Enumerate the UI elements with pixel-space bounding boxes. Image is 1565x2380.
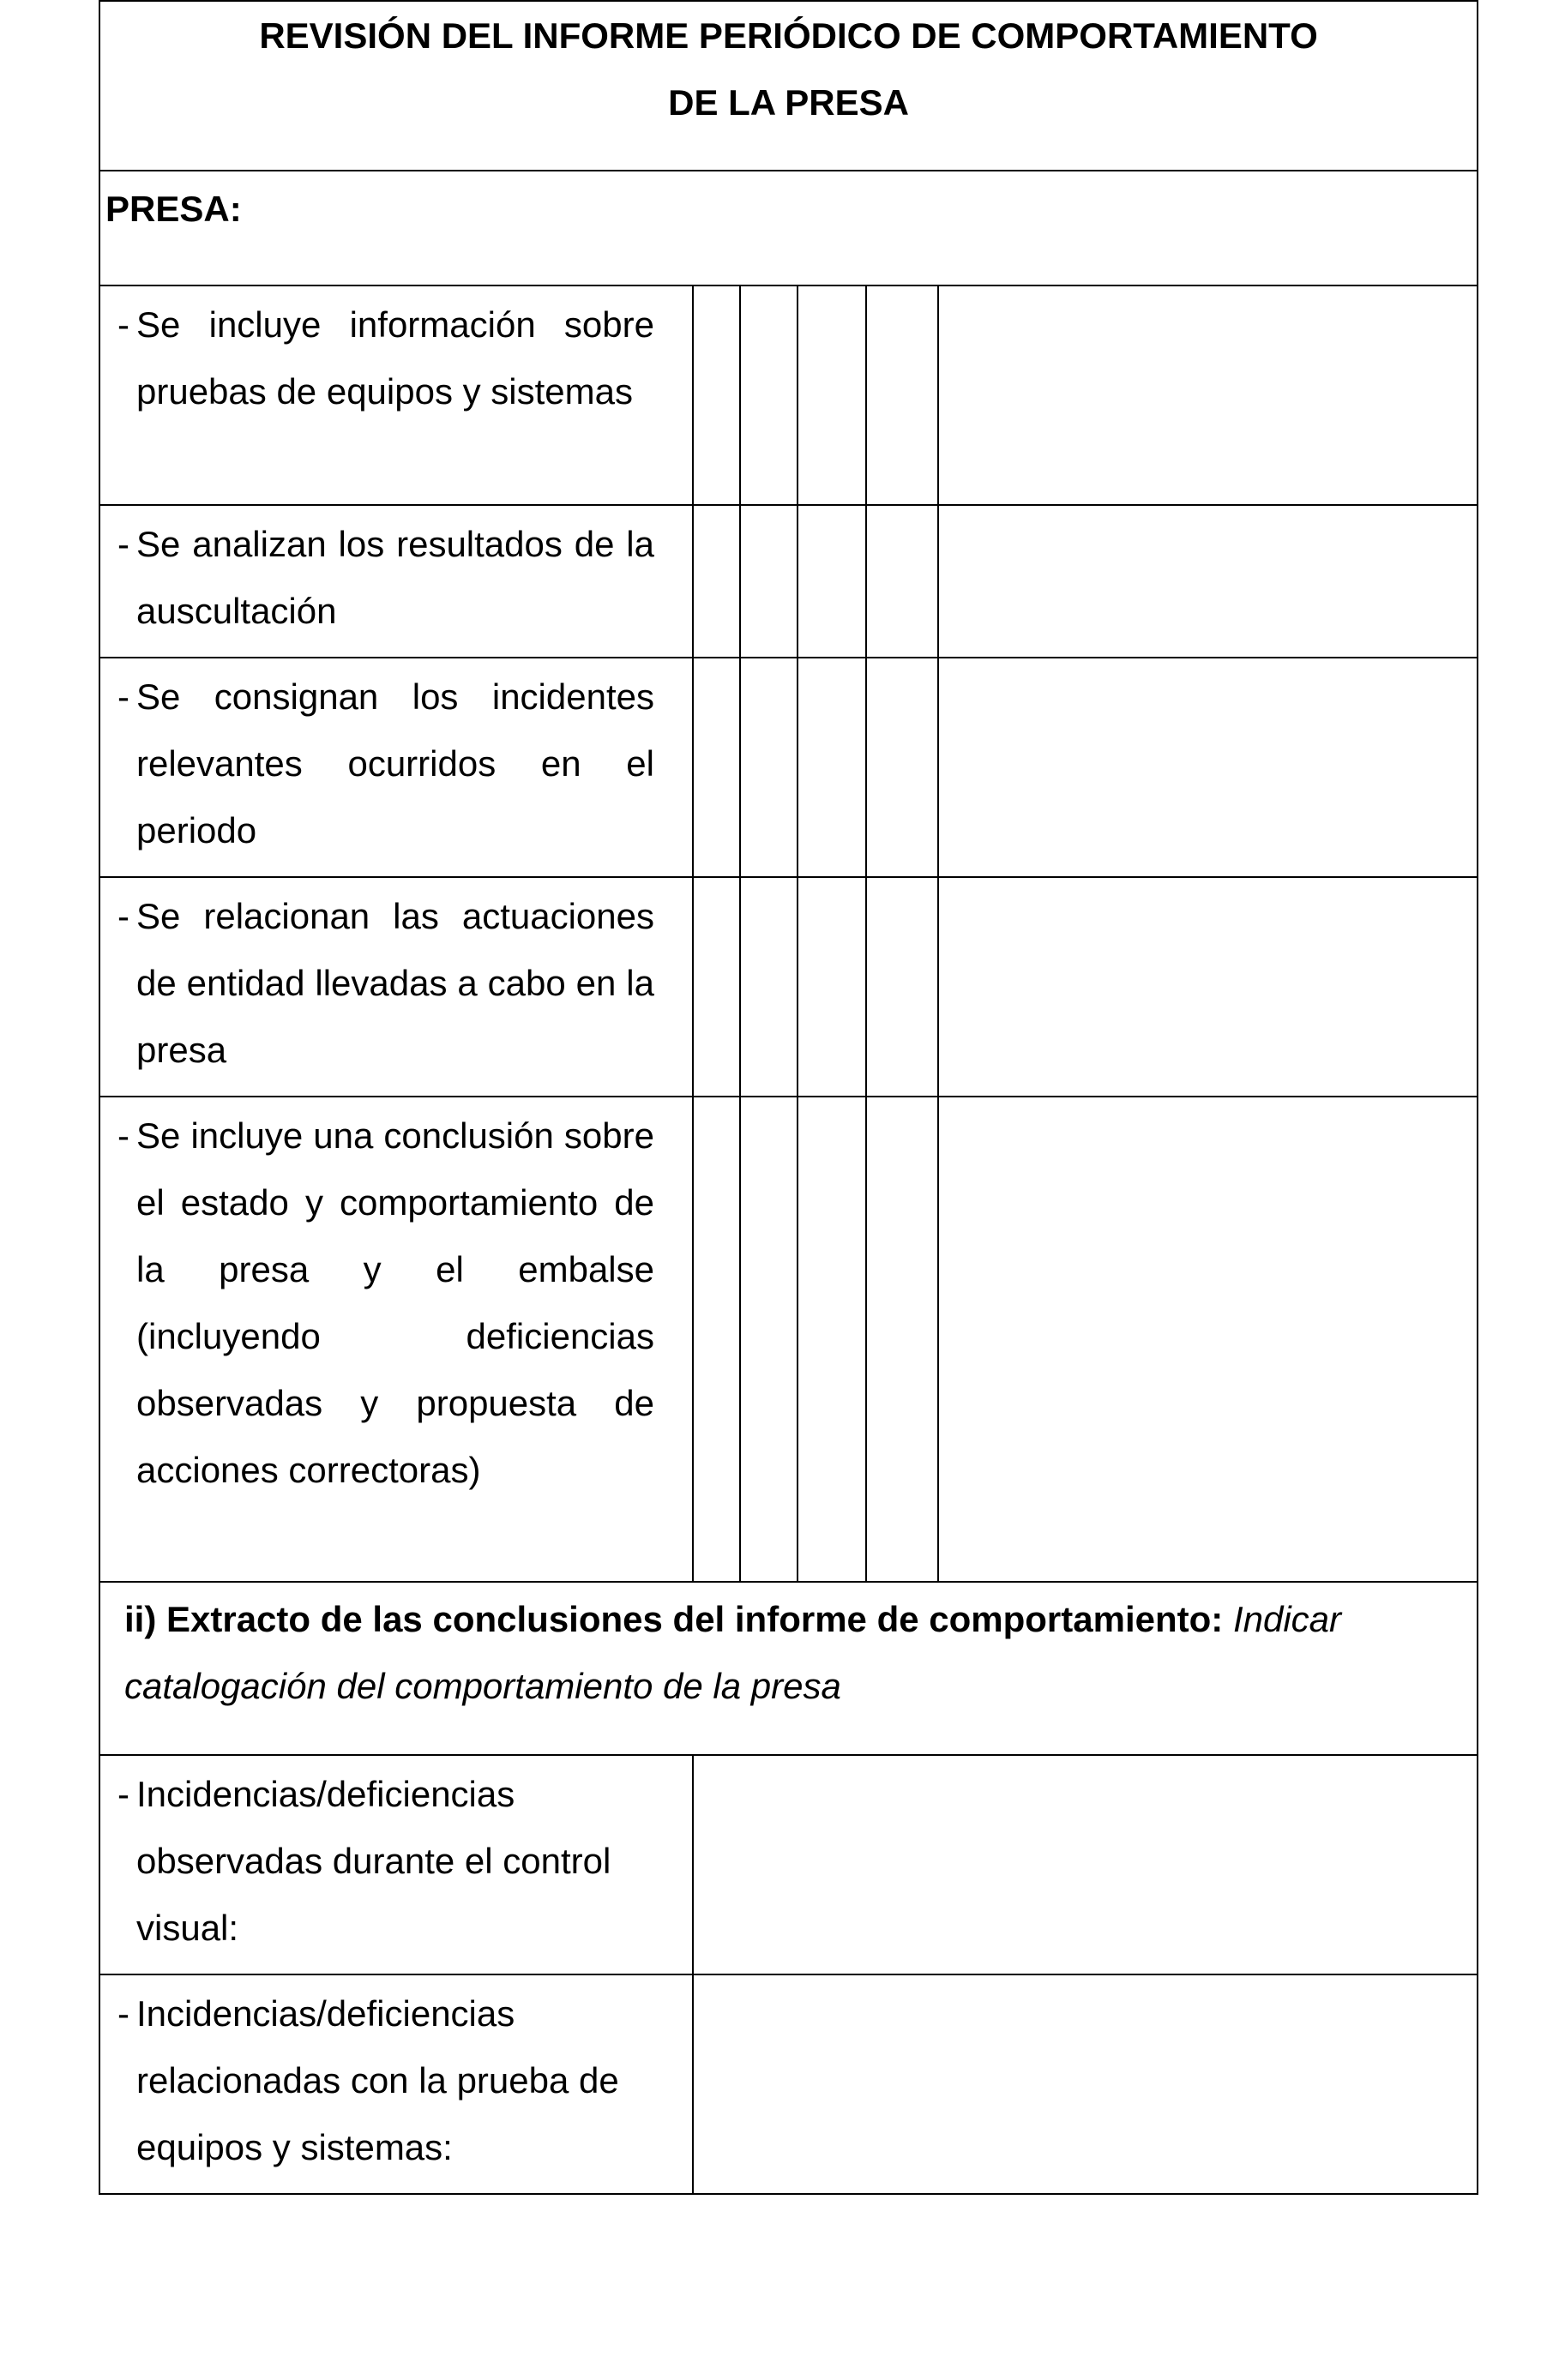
check-box-2[interactable] xyxy=(740,1097,798,1582)
checklist-item-text: Se incluye información sobre pruebas de equipos y sistemas xyxy=(136,304,654,412)
check-box-1[interactable] xyxy=(693,877,740,1097)
section-ii-title: ii) Extracto de las conclusiones del informe de comportamiento: xyxy=(124,1599,1224,1639)
check-box-4[interactable] xyxy=(866,877,938,1097)
observations-cell[interactable] xyxy=(938,1097,1478,1582)
observations-cell[interactable] xyxy=(938,285,1478,505)
check-box-1[interactable] xyxy=(693,505,740,658)
check-box-3[interactable] xyxy=(798,505,866,658)
form-title xyxy=(99,1,1478,171)
check-box-2[interactable] xyxy=(740,658,798,877)
checklist-item-text: Se analizan los resultados de la auscultación xyxy=(136,524,654,631)
dash-marker: - xyxy=(117,1993,129,2034)
section-ii-row xyxy=(99,1582,1478,1755)
presa-label: PRESA: xyxy=(105,189,242,229)
dash-marker: - xyxy=(117,524,129,564)
form-title-line-2: DE LA PRESA xyxy=(668,82,909,123)
title-row xyxy=(99,1,1478,171)
checklist-item xyxy=(99,658,693,877)
check-box-2[interactable] xyxy=(740,505,798,658)
check-box-3[interactable] xyxy=(798,285,866,505)
checklist-item-text: Se consignan los incidentes relevantes ocurridos en el periodo xyxy=(136,676,654,850)
dash-marker: - xyxy=(117,1774,129,1814)
incidencias-item-text: Incidencias/deficiencias relacionadas con la prueba de equipos y sistemas: xyxy=(136,1993,619,2167)
presa-field[interactable] xyxy=(99,171,1478,285)
review-form-table xyxy=(99,0,1478,2195)
check-box-3[interactable] xyxy=(798,877,866,1097)
incidencias-response-cell[interactable] xyxy=(693,1755,1478,1974)
presa-row xyxy=(99,171,1478,285)
observations-cell[interactable] xyxy=(938,658,1478,877)
observations-cell[interactable] xyxy=(938,505,1478,658)
check-box-4[interactable] xyxy=(866,285,938,505)
checklist-row xyxy=(99,1097,1478,1582)
checklist-item-text: Se relacionan las actuaciones de entidad llevadas a cabo en la presa xyxy=(136,896,654,1070)
checklist-row xyxy=(99,877,1478,1097)
incidencias-item-text: Incidencias/deficiencias observadas durante el control visual: xyxy=(136,1774,611,1948)
check-box-4[interactable] xyxy=(866,658,938,877)
incidencias-item xyxy=(99,1974,693,2194)
check-box-2[interactable] xyxy=(740,285,798,505)
incidencias-item xyxy=(99,1755,693,1974)
check-box-3[interactable] xyxy=(798,658,866,877)
check-box-1[interactable] xyxy=(693,285,740,505)
form-title-line-1: REVISIÓN DEL INFORME PERIÓDICO DE COMPORTAMIENTO xyxy=(259,15,1318,56)
section-ii-instruction: Indicar catalogación del comportamiento de la presa xyxy=(124,1599,1342,1706)
section-ii-header xyxy=(99,1582,1478,1755)
check-box-4[interactable] xyxy=(866,505,938,658)
dash-marker: - xyxy=(117,304,129,345)
checklist-item xyxy=(99,505,693,658)
check-box-1[interactable] xyxy=(693,658,740,877)
dash-marker: - xyxy=(117,896,129,936)
incidencias-row xyxy=(99,1974,1478,2194)
dash-marker: - xyxy=(117,676,129,717)
check-box-3[interactable] xyxy=(798,1097,866,1582)
checklist-item-text: Se incluye una conclusión sobre el estado y comportamiento de la presa y el embalse (incluyendo deficiencias observadas y propuesta de acciones correctoras) xyxy=(136,1115,654,1490)
checklist-row xyxy=(99,505,1478,658)
checklist-row xyxy=(99,285,1478,505)
check-box-4[interactable] xyxy=(866,1097,938,1582)
observations-cell[interactable] xyxy=(938,877,1478,1097)
checklist-row xyxy=(99,658,1478,877)
incidencias-response-cell[interactable] xyxy=(693,1974,1478,2194)
checklist-item xyxy=(99,1097,693,1582)
check-box-2[interactable] xyxy=(740,877,798,1097)
incidencias-row xyxy=(99,1755,1478,1974)
dash-marker: - xyxy=(117,1115,129,1156)
checklist-item xyxy=(99,285,693,505)
checklist-item xyxy=(99,877,693,1097)
check-box-1[interactable] xyxy=(693,1097,740,1582)
